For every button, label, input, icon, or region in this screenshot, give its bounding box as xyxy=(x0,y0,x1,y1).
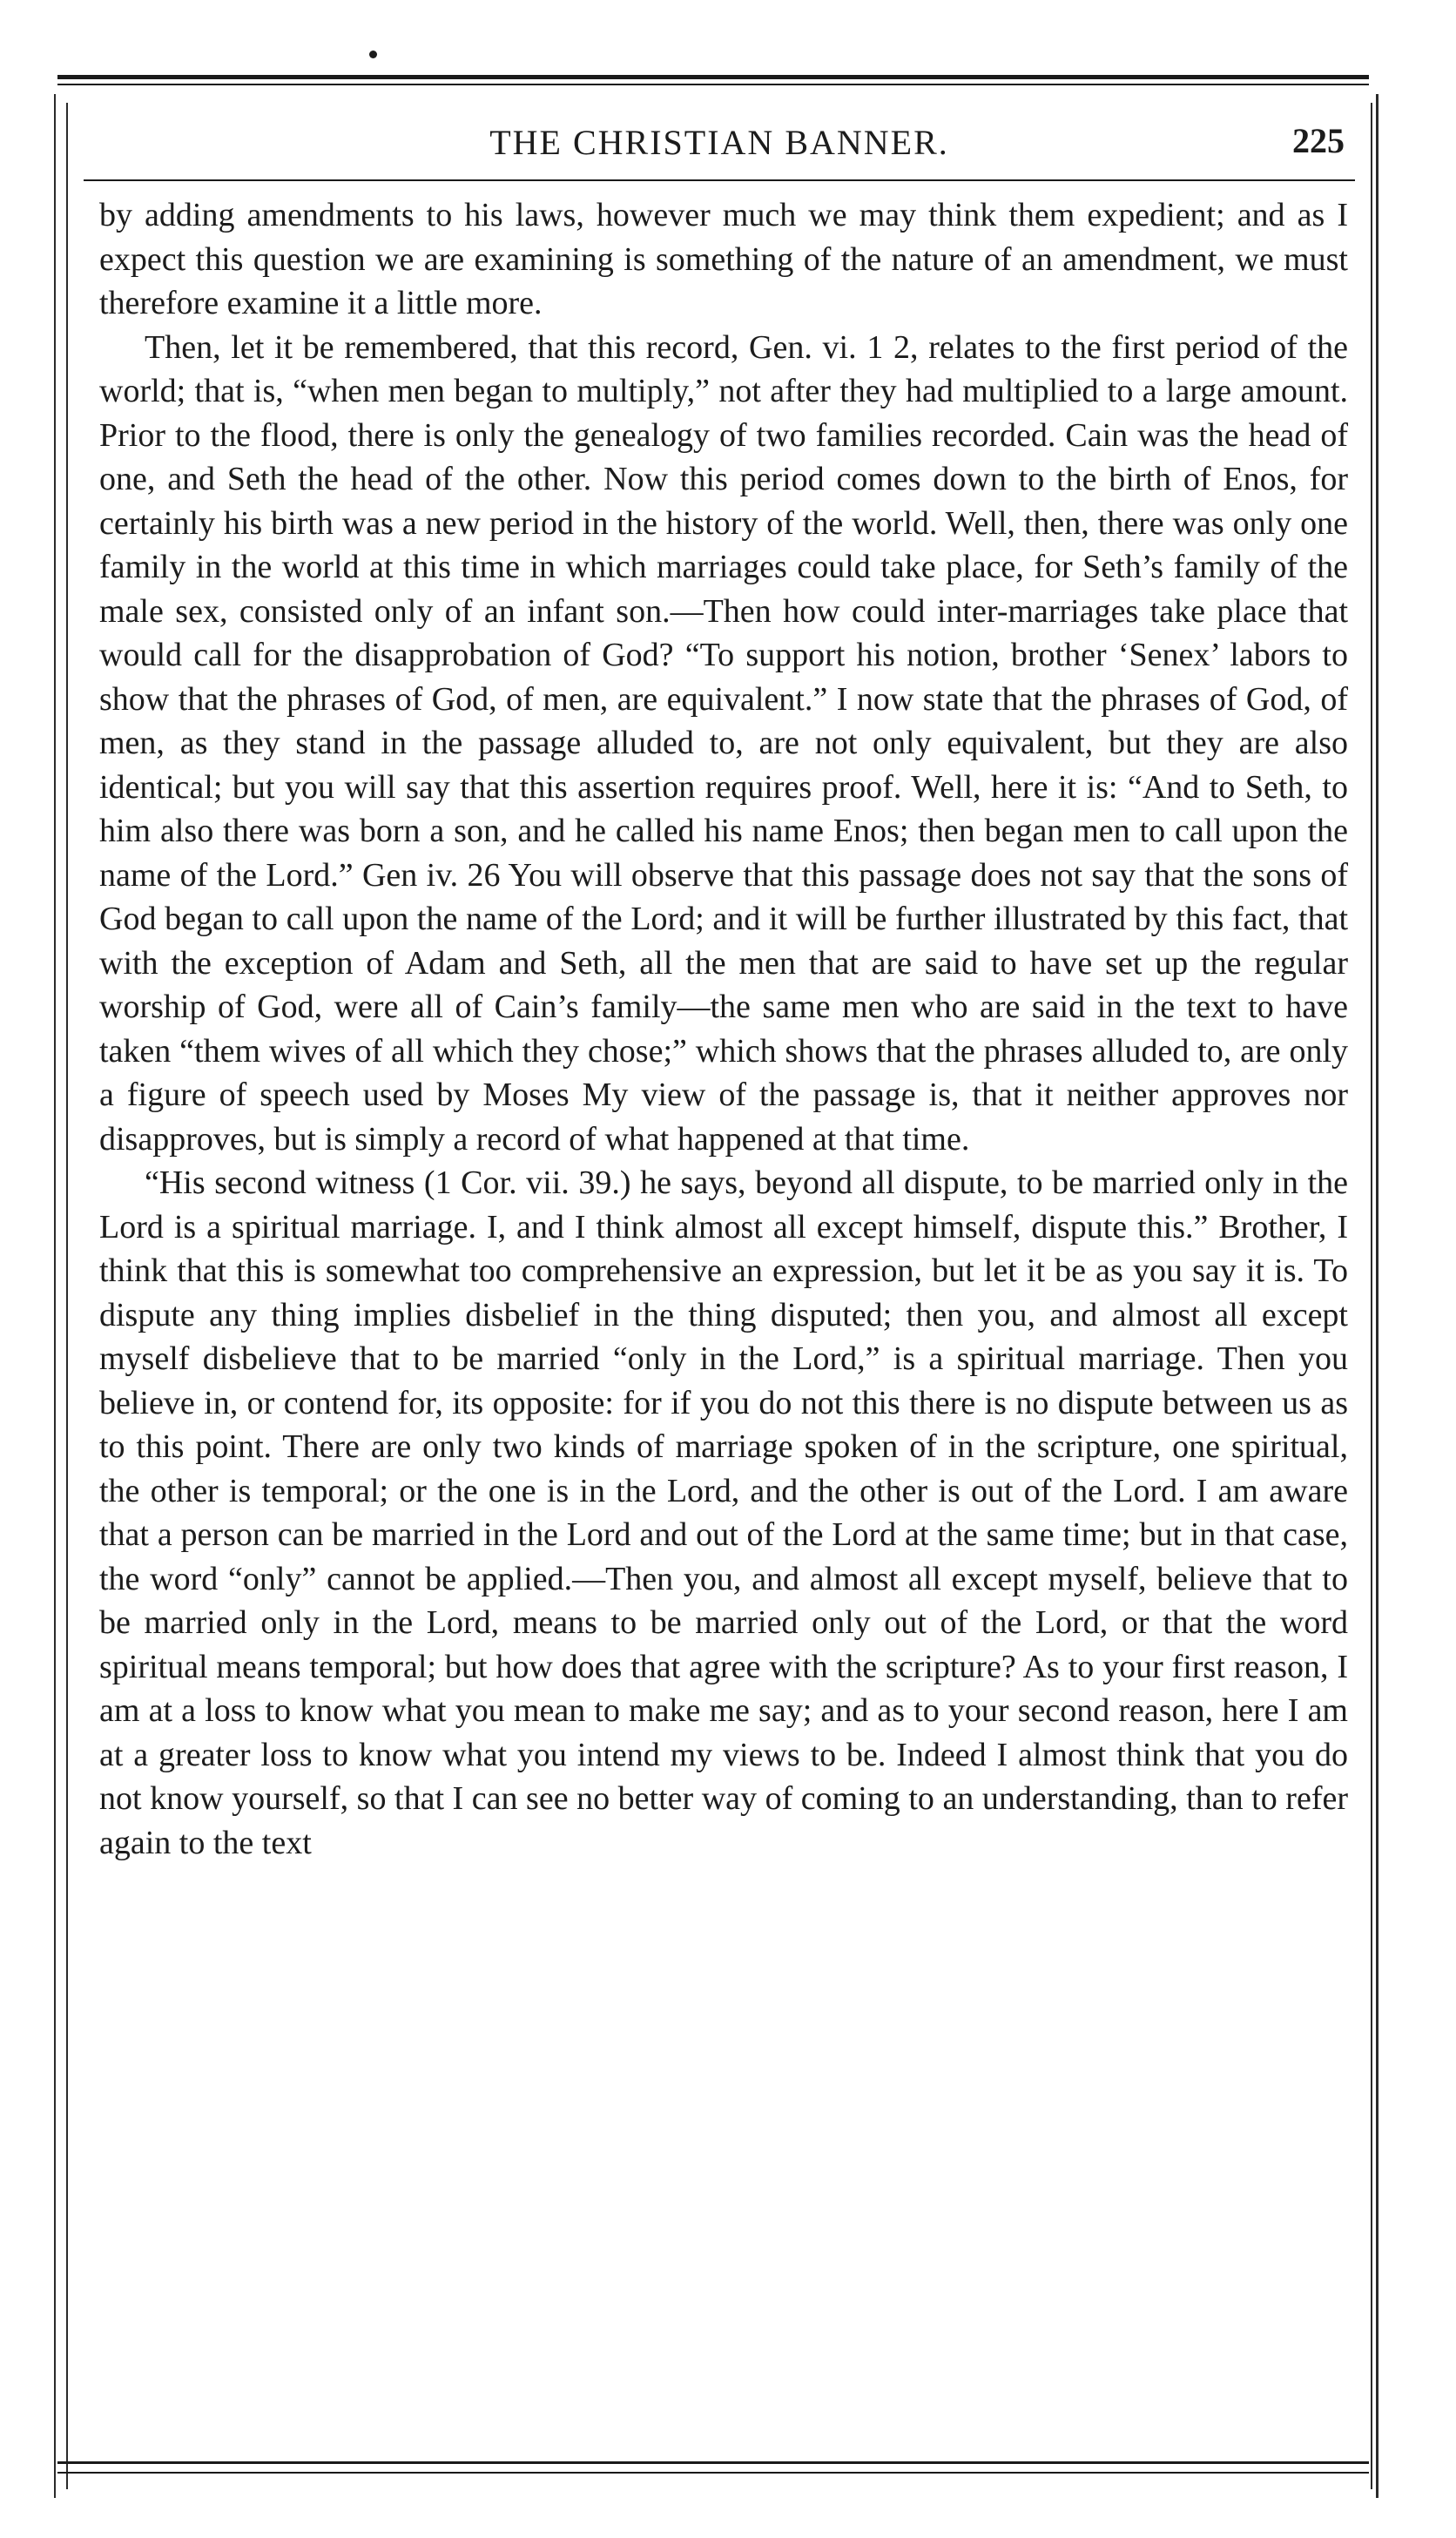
paragraph-continued: by adding amendments to his laws, however much we may think them expedient; and as I expect this question we are examining is something of the nature of an amendment, we must therefore examine it a little more. xyxy=(99,197,1348,321)
paragraph-genesis-record: Then, let it be remembered, that this record, Gen. vi. 1 2, relates to the first period of the world; that is, “when men began to multiply,” not after they had multiplied to a large amount. Prior to the flood, there is only the genealogy of two families recorded. Cain was the head of one, and Seth the head of the other. Now this period comes down to the birth of Enos, for certainly his birth was a new period in the history of the world. Well, then, there was only one family in the world at this time in which marriages could take place, for Seth’s family of the male sex, consisted only of an infant son.—Then how could inter-marriages take place that would call for the disapprobation of God? “To support his notion, brother ‘Senex’ labors to show that the phrases of God, of men, are equivalent.” I now state that the phrases of God, of men, as they stand in the passage alluded to, are not only equivalent, but they are also identical; but you will say that this assertion requires proof. Well, here it is: “And to Seth, to him also there was born a son, and he called his name Enos; then began men to call upon the name of the Lord.” Gen iv. 26 You will observe that this passage does not say that the sons of God began to call upon the name of the Lord; and it will be further illustrated by this fact, that with the exception of Adam and Seth, all the men that are said to have set up the regular worship of God, were all of Cain’s family—the same men who are said in the text to have taken “them wives of all which they chose;” which shows that the phrases alluded to, are only a figure of speech used by Moses My view of the passage is, that it neither approves nor disapproves, but is simply a record of what happened at that time. xyxy=(99,328,1348,1158)
journal-title: THE CHRISTIAN BANNER. xyxy=(489,123,949,162)
bottom-rule-thick xyxy=(57,2461,1369,2464)
top-rule-thick xyxy=(57,75,1369,79)
top-rule-thin xyxy=(57,84,1369,85)
header-rule xyxy=(84,179,1355,181)
bottom-rule-thin xyxy=(57,2472,1369,2474)
paragraph-second-witness: “His second witness (1 Cor. vii. 39.) he says, beyond all dispute, to be married only in the Lord is a spiritual marriage. I, and I think almost all except himself, dispute this.” Brother, I think that this is somewhat too comprehensive an expression, but let it be as you say it is. To dispute any thing implies disbelief in the thing disputed; then you, and almost all except myself disbelieve that to be married “only in the Lord,” is a spiritual marriage. Then you believe in, or contend for, its opposite: for if you do not this there is no dispute between us as to this point. There are only two kinds of marriage spoken of in the scripture, one spiritual, the other is temporal; or the one is in the Lord, and the other is out of the Lord. I am aware that a person can be married in the Lord and out of the Lord at the same time; but in that case, the word “only” cannot be applied.—Then you, and almost all except myself, believe that to be married only in the Lord, means to be married only out of the Lord, or that the word spiritual means temporal; but how does that agree with the scripture? As to your first reason, I am at a loss to know what you mean to make me say; and as to your second reason, here I am at a greater loss to know what you intend my views to be. Indeed I almost think that you do not know yourself, so that I can see no better way of coming to an understanding, than to refer again to the text xyxy=(99,1164,1348,1861)
page-number: 225 xyxy=(1292,121,1345,160)
running-header xyxy=(84,115,1355,171)
ink-dot xyxy=(369,51,377,58)
article-body xyxy=(99,193,1348,1865)
